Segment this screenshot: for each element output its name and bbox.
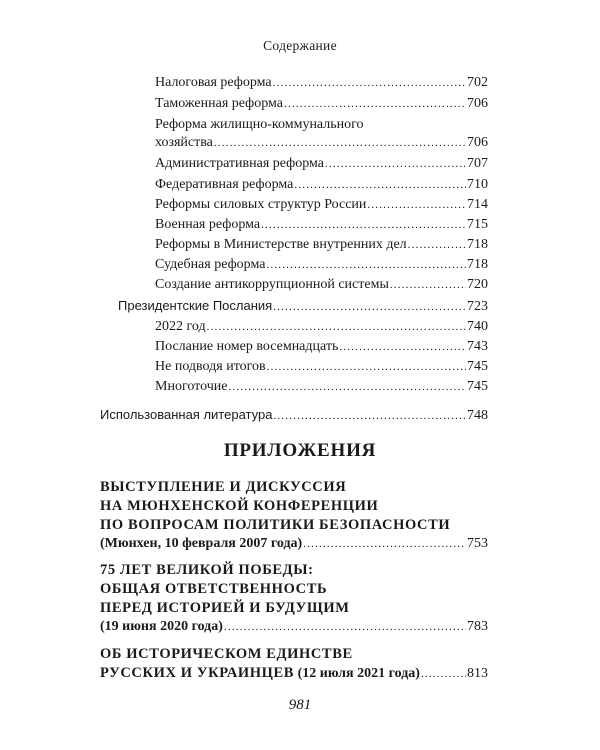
appendix-heading: ПРИЛОЖЕНИЯ — [223, 440, 377, 461]
toc-page-number: 753 — [467, 536, 488, 551]
toc-page-number: 783 — [467, 619, 488, 634]
leader-dots — [284, 95, 466, 113]
toc-page-number: 745 — [467, 359, 488, 374]
leader-dots — [367, 196, 466, 214]
toc-entry-label: (19 июня 2020 года) — [100, 619, 223, 634]
leader-dots — [294, 176, 466, 194]
appendix-munich-entry[interactable] — [100, 535, 488, 553]
toc-entry-2022[interactable] — [155, 318, 488, 336]
toc-page-number: 706 — [467, 96, 488, 111]
leader-dots — [390, 276, 466, 294]
appendix-unity-entry[interactable] — [100, 664, 488, 683]
page-number: 981 — [288, 697, 312, 713]
toc-entry-label: Реформы в Министерстве внутренних дел — [155, 237, 407, 252]
toc-page-number: 710 — [467, 177, 488, 192]
toc-entry-date: (12 июля 2021 года) — [297, 666, 420, 681]
toc-entry-admin-reform[interactable] — [155, 155, 488, 173]
toc-entry-literature[interactable] — [100, 406, 488, 425]
toc-entry-presidential-addresses[interactable] — [118, 297, 488, 316]
leader-dots — [273, 407, 466, 425]
toc-entry-label: Военная реформа — [155, 217, 261, 232]
toc-entry-housing-reform[interactable] — [155, 134, 488, 152]
leader-dots — [214, 134, 466, 152]
toc-entry-federal-reform[interactable] — [155, 176, 488, 194]
toc-entry-label: Использованная литература — [100, 407, 273, 422]
toc-page-number: 714 — [467, 197, 488, 212]
toc-page-number: 813 — [467, 666, 488, 681]
leader-dots — [408, 236, 466, 254]
leader-dots — [421, 665, 466, 683]
toc-entry-label: Федеративная реформа — [155, 177, 294, 192]
leader-dots — [303, 535, 466, 553]
toc-entry-label: РУССКИХ И УКРАИНЦЕВ — [100, 665, 295, 681]
toc-entry-interior-reform[interactable] — [155, 236, 488, 254]
leader-dots — [325, 155, 466, 173]
leader-dots — [224, 618, 466, 636]
toc-entry-tax-reform[interactable] — [155, 74, 488, 92]
toc-entry-label: Создание антикоррупционной системы — [155, 277, 389, 292]
toc-page-number: 748 — [467, 408, 488, 423]
running-title: Содержание — [263, 38, 337, 53]
toc-entry-label: Многоточие — [155, 379, 228, 394]
toc-entry-label: 2022 год — [155, 319, 206, 334]
leader-dots — [228, 378, 466, 396]
leader-dots — [339, 338, 466, 356]
toc-entry-anticorruption[interactable] — [155, 276, 488, 294]
toc-page-number: 718 — [467, 237, 488, 252]
toc-entry-label: Послание номер восемнадцать — [155, 339, 339, 354]
leader-dots — [261, 216, 466, 234]
toc-entry-label: Таможенная реформа — [155, 96, 283, 111]
toc-entry-security-reform[interactable] — [155, 196, 488, 214]
toc-page-number: 707 — [467, 156, 488, 171]
appendix-munich-title-line1[interactable]: ВЫСТУПЛЕНИЕ И ДИСКУССИЯ — [100, 479, 347, 495]
toc-entry-customs-reform[interactable] — [155, 95, 488, 113]
toc-page-number: 715 — [467, 217, 488, 232]
toc-entry-label: Реформы силовых структур России — [155, 197, 367, 212]
appendix-victory-title-line1[interactable]: 75 ЛЕТ ВЕЛИКОЙ ПОБЕДЫ: — [100, 562, 314, 578]
toc-entry-message-eighteen[interactable] — [155, 338, 488, 356]
toc-entry-label: (Мюнхен, 10 февраля 2007 года) — [100, 536, 303, 551]
leader-dots — [267, 358, 466, 376]
toc-page-number: 745 — [467, 379, 488, 394]
leader-dots — [266, 256, 466, 274]
leader-dots — [207, 318, 466, 336]
appendix-victory-title-line3[interactable]: ПЕРЕД ИСТОРИЕЙ И БУДУЩИМ — [100, 600, 350, 616]
appendix-unity-title-line1[interactable]: ОБ ИСТОРИЧЕСКОМ ЕДИНСТВЕ — [100, 646, 353, 662]
toc-page-number: 702 — [467, 75, 488, 90]
appendix-munich-title-line3[interactable]: ПО ВОПРОСАМ ПОЛИТИКИ БЕЗОПАСНОСТИ — [100, 517, 451, 533]
toc-entry-military-reform[interactable] — [155, 216, 488, 234]
toc-entry-label: Налоговая реформа — [155, 75, 272, 90]
toc-page-number: 740 — [467, 319, 488, 334]
toc-page-number: 718 — [467, 257, 488, 272]
toc-entry-judicial-reform[interactable] — [155, 256, 488, 274]
toc-entry-housing-reform-line1[interactable]: Реформа жилищно-коммунального — [155, 117, 364, 132]
toc-page-number: 743 — [467, 339, 488, 354]
leader-dots — [273, 74, 466, 92]
toc-entry-label: Президентские Послания — [118, 298, 273, 313]
toc-entry-label: хозяйства — [155, 135, 213, 150]
leader-dots — [273, 298, 466, 316]
toc-page-number: 720 — [467, 277, 488, 292]
toc-page-number: 723 — [467, 299, 488, 314]
appendix-victory-title-line2[interactable]: ОБЩАЯ ОТВЕТСТВЕННОСТЬ — [100, 581, 328, 597]
toc-entry-no-summary[interactable] — [155, 358, 488, 376]
appendix-victory-entry[interactable] — [100, 618, 488, 636]
toc-entry-label: Не подводя итогов — [155, 359, 266, 374]
toc-entry-label: Судебная реформа — [155, 257, 266, 272]
appendix-munich-title-line2[interactable]: НА МЮНХЕНСКОЙ КОНФЕРЕНЦИИ — [100, 498, 379, 514]
toc-entry-ellipsis[interactable] — [155, 378, 488, 396]
toc-page-number: 706 — [467, 135, 488, 150]
toc-entry-label: Административная реформа — [155, 156, 325, 171]
